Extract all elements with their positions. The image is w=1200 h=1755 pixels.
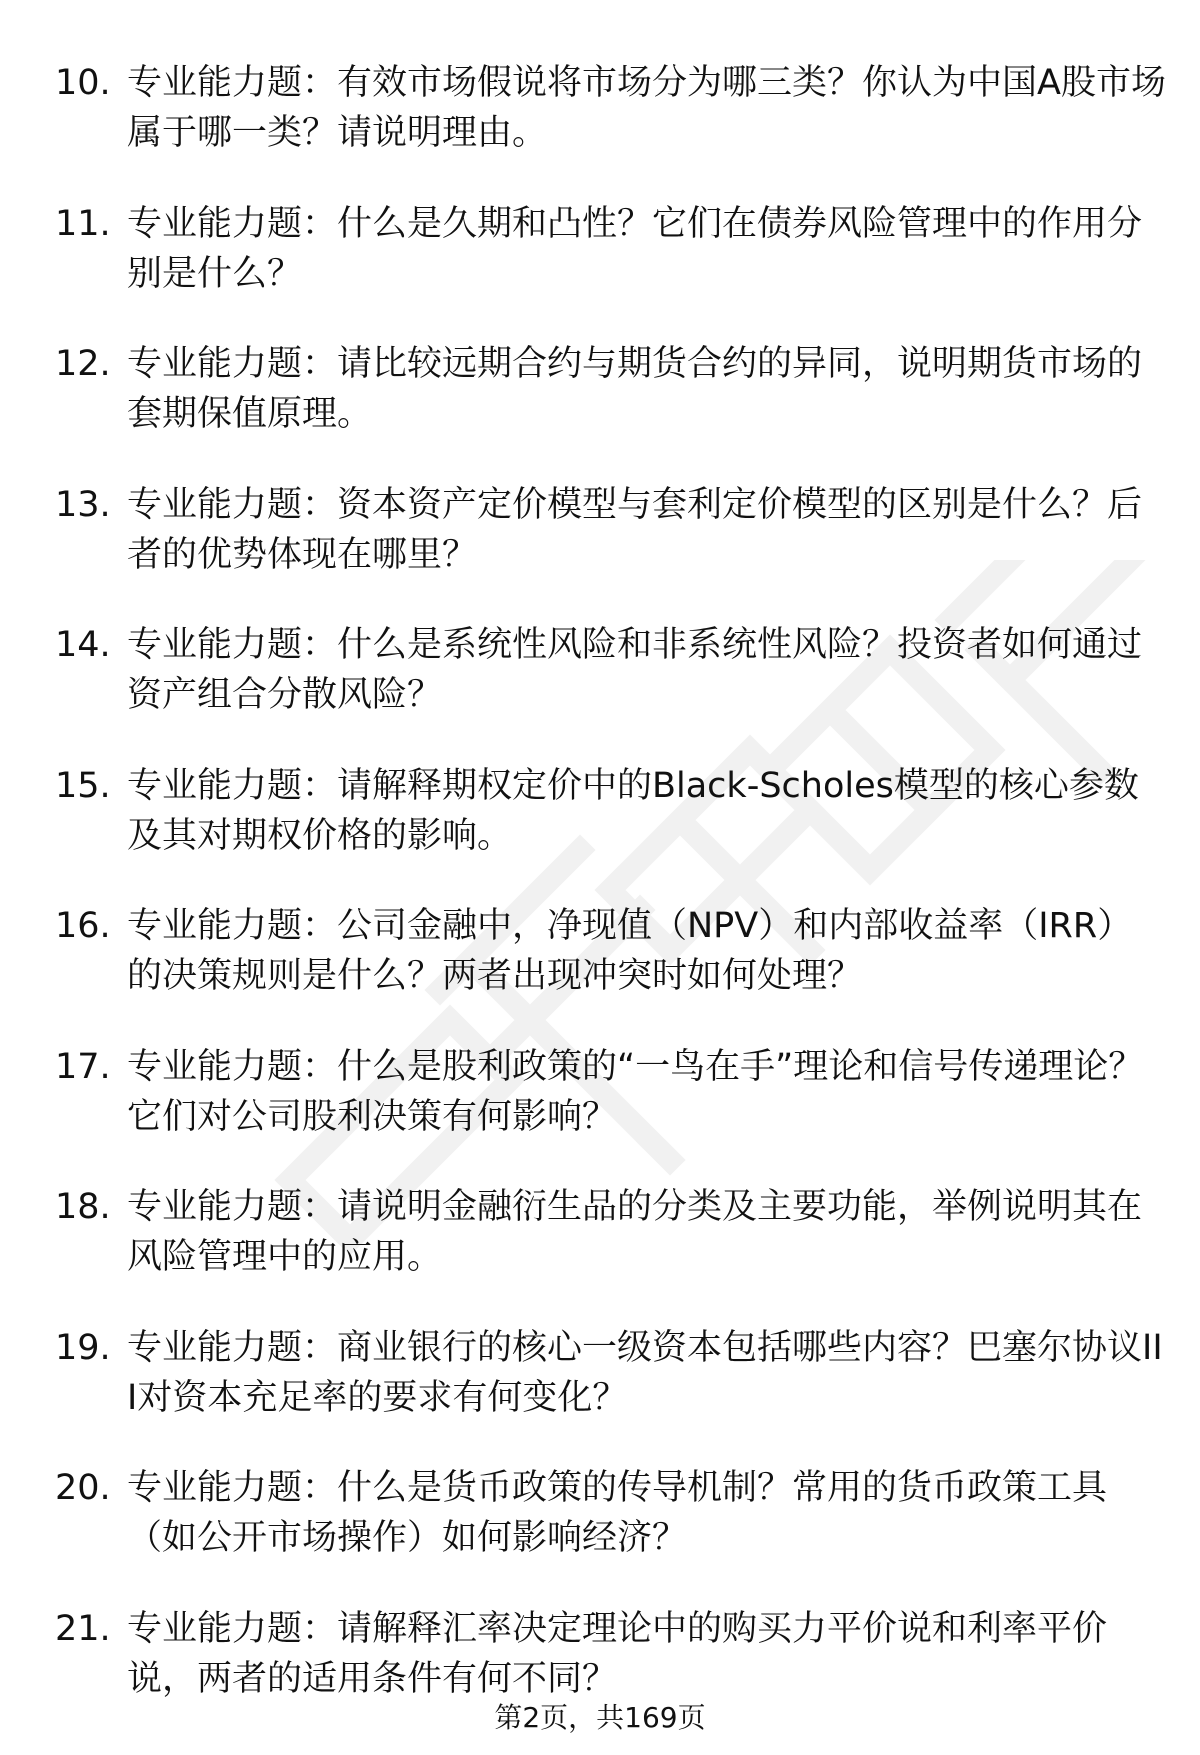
- question-number: 18.: [55, 1187, 111, 1227]
- question-item: [55, 1323, 1170, 1423]
- question-text: 专业能力题：什么是货币政策的传导机制？常用的货币政策工具（如公开市场操作）如何影响经济？: [127, 1468, 1108, 1558]
- question-item: [55, 58, 1170, 158]
- question-text: 专业能力题：请解释期权定价中的Black-Scholes模型的核心参数及其对期权价格的影响。: [127, 765, 1139, 856]
- question-number: 14.: [55, 625, 111, 665]
- question-item: [55, 901, 1170, 1001]
- question-item: [55, 1182, 1170, 1282]
- question-text: 专业能力题：请解释汇率决定理论中的购买力平价说和利率平价说，两者的适用条件有何不同？: [127, 1608, 1108, 1699]
- question-number: 17.: [55, 1046, 111, 1087]
- page-indicator: 第2页，共169页: [494, 1701, 706, 1734]
- question-text: 专业能力题：资本资产定价模型与套利定价模型的区别是什么？后者的优势体现在哪里？: [127, 484, 1143, 575]
- question-text: 专业能力题：什么是久期和凸性？它们在债券风险管理中的作用分别是什么？: [127, 203, 1143, 294]
- question-number: 10.: [55, 63, 111, 103]
- question-number: 11.: [55, 203, 111, 244]
- question-item: [55, 199, 1170, 299]
- question-item: [55, 1604, 1170, 1704]
- question-item: [55, 480, 1170, 580]
- question-text: 专业能力题：请说明金融衍生品的分类及主要功能，举例说明其在风险管理中的应用。: [127, 1187, 1143, 1277]
- question-number: 12.: [55, 344, 111, 384]
- question-list: [55, 58, 1170, 1744]
- question-text: 专业能力题：什么是系统性风险和非系统性风险？投资者如何通过资产组合分散风险？: [127, 625, 1143, 715]
- question-text: 专业能力题：商业银行的核心一级资本包括哪些内容？巴塞尔协议III对资本充足率的要求有何变化？: [127, 1327, 1163, 1418]
- question-number: 16.: [55, 906, 111, 946]
- question-item: [55, 1463, 1170, 1563]
- question-item: [55, 339, 1170, 439]
- question-text: 专业能力题：什么是股利政策的“一鸟在手”理论和信号传递理论？它们对公司股利决策有何影响？: [127, 1046, 1144, 1137]
- question-number: 20.: [55, 1468, 111, 1508]
- question-item: [55, 761, 1170, 861]
- question-text: 专业能力题：有效市场假说将市场分为哪三类？你认为中国A股市场属于哪一类？请说明理由。: [127, 63, 1166, 153]
- question-item: [55, 1042, 1170, 1142]
- question-text: 专业能力题：请比较远期合约与期货合约的异同，说明期货市场的套期保值原理。: [127, 344, 1143, 434]
- question-number: 13.: [55, 484, 111, 525]
- question-number: 19.: [55, 1327, 111, 1368]
- question-number: 15.: [55, 765, 111, 806]
- question-text: 专业能力题：公司金融中，净现值（NPV）和内部收益率（IRR）的决策规则是什么？两者出现冲突时如何处理？: [127, 906, 1133, 996]
- question-number: 21.: [55, 1608, 111, 1649]
- question-item: [55, 620, 1170, 720]
